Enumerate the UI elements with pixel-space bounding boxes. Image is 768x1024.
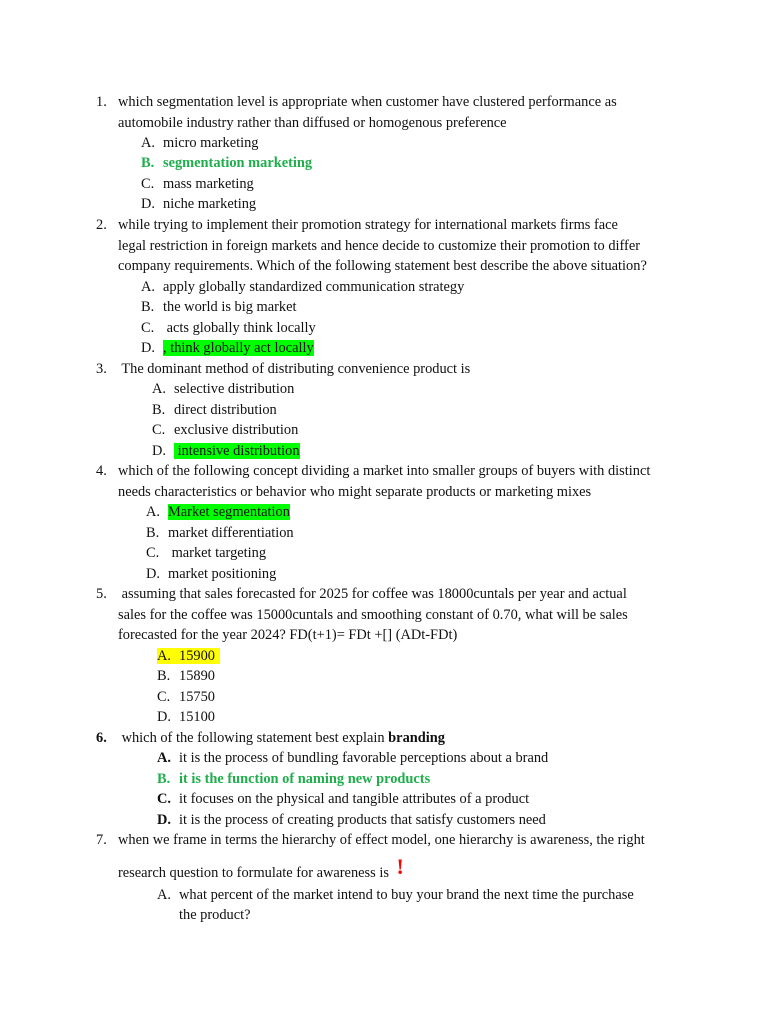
option-text: 15100 — [179, 709, 215, 725]
option-b-correct[interactable]: B. it is the function of naming new products — [157, 771, 431, 787]
option-text: it focuses on the physical and tangible attributes of a product — [179, 791, 530, 807]
question-6 — [96, 728, 696, 749]
option-b[interactable]: B. 15890 — [157, 668, 215, 684]
option-text: it is the process of creating products that satisfy customers need — [179, 812, 546, 828]
question-text: while trying to implement their promotion strategy for international markets firms face — [118, 217, 618, 233]
question-keyword: branding — [388, 730, 445, 746]
question-7-cont — [96, 854, 696, 881]
option-text: 15890 — [179, 668, 215, 684]
option-text: market differentiation — [168, 525, 294, 541]
option-text: direct distribution — [174, 402, 277, 418]
question-4 — [96, 461, 696, 502]
option-text: market targeting — [168, 545, 267, 561]
option-text: selective distribution — [174, 381, 295, 397]
option-text: 15900 — [179, 648, 215, 664]
option-c[interactable]: C. it focuses on the physical and tangible attributes of a product — [157, 791, 530, 807]
option-a[interactable]: A. it is the process of bundling favorable perceptions about a brand — [157, 750, 549, 766]
option-text: it is the function of naming new products — [179, 771, 431, 787]
option-text: mass marketing — [163, 176, 254, 192]
question-number: 4. — [96, 463, 107, 479]
question-number: 2. — [96, 217, 107, 233]
option-b[interactable]: B. market differentiation — [146, 525, 294, 541]
option-text: exclusive distribution — [174, 422, 299, 438]
option-c[interactable]: C. 15750 — [157, 689, 215, 705]
question-text: sales for the coffee was 15000cuntals and smoothing constant of 0.70, what will be sales — [118, 606, 628, 623]
option-text: what percent of the market intend to buy your brand the next time the purchase — [179, 887, 634, 903]
option-a[interactable]: A. what percent of the market intend to buy your brand the next time the purchase — [157, 887, 634, 903]
option-d-correct[interactable]: D. intensive distribution — [152, 443, 300, 459]
option-text: the product? — [179, 907, 251, 923]
option-text: niche marketing — [163, 196, 257, 212]
option-text: segmentation marketing — [163, 155, 313, 171]
question-text: forecasted for the year 2024? FD(t+1)= FDt +[] (ADt-FDt) — [118, 627, 458, 643]
option-text-highlighted: Market segmentation — [168, 504, 290, 520]
question-text: automobile industry rather than diffused or homogenous preference — [118, 114, 507, 131]
option-d[interactable]: D. market positioning — [146, 566, 277, 582]
option-a[interactable]: A. apply globally standardized communication strategy — [141, 279, 465, 295]
question-text: which of the following concept dividing a market into smaller groups of buyers with distinct — [118, 463, 651, 479]
option-text-highlighted: intensive distribution — [174, 443, 300, 459]
question-5 — [96, 584, 696, 646]
question-number: 5. — [96, 586, 107, 602]
question-7 — [96, 830, 696, 851]
question-text: which segmentation level is appropriate when customer have clustered performance as — [118, 94, 617, 110]
option-a-correct[interactable] — [157, 646, 220, 667]
option-a[interactable]: A. selective distribution — [152, 381, 295, 397]
question-number: 7. — [96, 832, 107, 848]
option-b[interactable]: B. direct distribution — [152, 402, 277, 418]
option-b[interactable]: B. the world is big market — [141, 299, 297, 315]
question-text: legal restriction in foreign markets and hence decide to customize their promotion to differ — [118, 237, 641, 254]
option-text: it is the process of bundling favorable perceptions about a brand — [179, 750, 549, 766]
option-a[interactable]: A. micro marketing — [141, 135, 259, 151]
question-3 — [96, 359, 696, 380]
option-highlight: A. 15900 — [157, 648, 220, 664]
option-a-cont[interactable] — [179, 905, 251, 926]
option-text: 15750 — [179, 689, 215, 705]
question-text: research question to formulate for awareness is — [118, 865, 393, 881]
question-text: which of the following statement best explain — [118, 730, 389, 746]
question-text: company requirements. Which of the following statement best describe the above situation? — [118, 258, 647, 274]
option-d-correct[interactable]: D. , think globally act locally — [141, 340, 314, 356]
option-text: the world is big market — [163, 299, 297, 315]
question-text: The dominant method of distributing convenience product is — [118, 361, 471, 377]
option-text: market positioning — [168, 566, 277, 582]
option-text: apply globally standardized communication strategy — [163, 279, 465, 295]
option-c[interactable]: C. exclusive distribution — [152, 422, 299, 438]
question-1 — [96, 92, 696, 133]
question-text: assuming that sales forecasted for 2025 for coffee was 18000cuntals per year and actual — [118, 586, 627, 602]
exclamation-mark: ! — [396, 854, 404, 879]
question-text: when we frame in terms the hierarchy of effect model, one hierarchy is awareness, the right — [118, 832, 645, 848]
option-c[interactable]: C. mass marketing — [141, 176, 254, 192]
question-text: needs characteristics or behavior who might separate products or marketing mixes — [118, 483, 592, 500]
option-a-correct[interactable]: A. Market segmentation — [146, 504, 290, 520]
option-b-correct[interactable]: B. segmentation marketing — [141, 155, 313, 171]
option-d[interactable]: D. niche marketing — [141, 196, 257, 212]
option-d[interactable]: D. 15100 — [157, 709, 215, 725]
option-d[interactable]: D. it is the process of creating products that satisfy customers need — [157, 812, 546, 828]
question-number: 3. — [96, 361, 107, 377]
question-number: 1. — [96, 94, 107, 110]
option-c[interactable]: C. market targeting — [146, 545, 267, 561]
option-text: acts globally think locally — [163, 320, 316, 336]
option-c[interactable]: C. acts globally think locally — [141, 320, 316, 336]
option-text-highlighted: , think globally act locally — [163, 340, 314, 356]
option-text: micro marketing — [163, 135, 259, 151]
question-2 — [96, 215, 696, 277]
question-number: 6. — [96, 730, 107, 746]
